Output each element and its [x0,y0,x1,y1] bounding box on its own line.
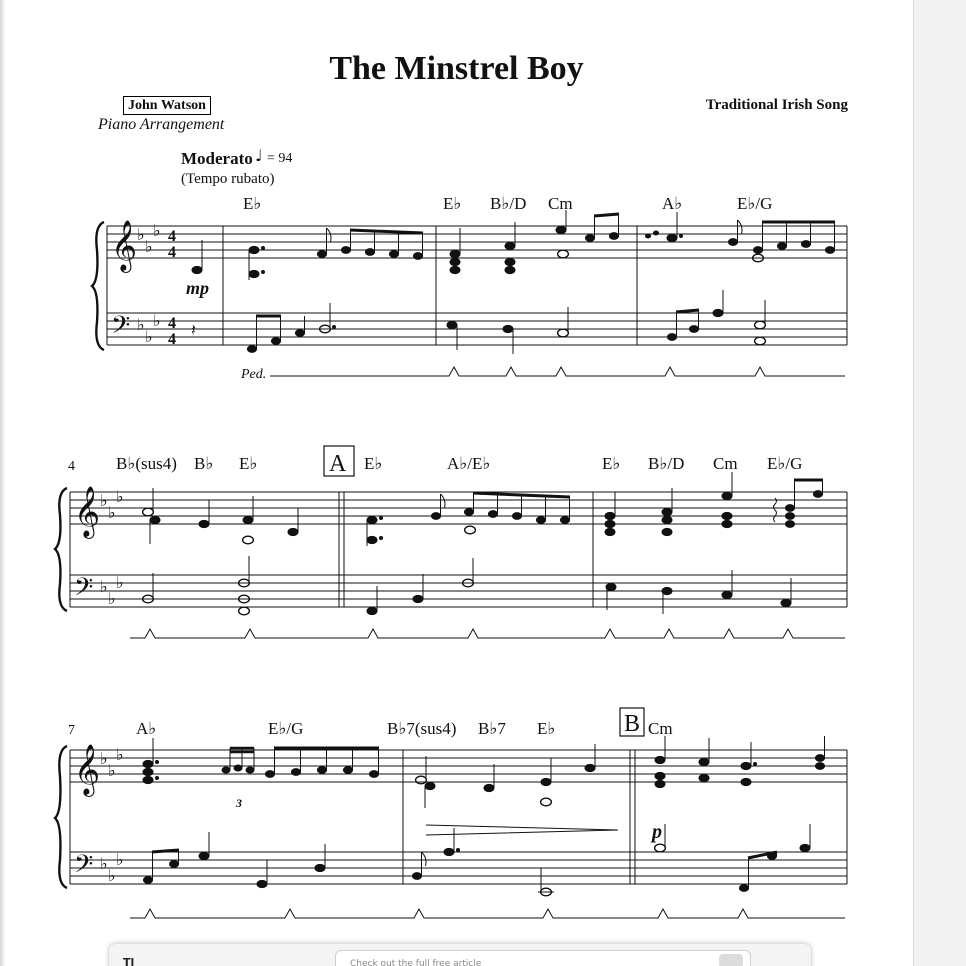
svg-text:♭: ♭ [100,751,108,768]
svg-text:♭: ♭ [145,239,153,256]
brace-icon [55,488,67,611]
treble-clef-icon: 𝄞 [74,745,101,794]
svg-text:♭: ♭ [108,591,116,608]
chord-symbols-1 [243,194,772,213]
svg-text:E♭: E♭ [239,454,258,473]
measure-number: 7 [68,723,75,738]
svg-text:4: 4 [168,331,176,348]
bass-clef-icon: 𝄢 [74,851,94,884]
score-title: The Minstrel Boy [329,50,584,87]
toolbar-field[interactable] [335,950,751,966]
svg-text:4: 4 [168,228,176,245]
svg-text:A♭: A♭ [136,719,157,738]
svg-text:♭: ♭ [153,313,161,330]
svg-text:Ped.: Ped. [241,367,267,382]
svg-text:E♭: E♭ [602,454,621,473]
svg-text:4: 4 [168,244,176,261]
treble-clef-icon: 𝄞 [111,221,138,270]
bass-clef-icon: 𝄢 [74,574,94,607]
viewer-toolbar [108,943,812,966]
svg-text:♭: ♭ [116,747,124,764]
brace-icon [55,746,67,888]
svg-text:B♭/D: B♭/D [648,454,685,473]
svg-text:♭: ♭ [108,868,116,885]
svg-text:B♭7(sus4): B♭7(sus4) [387,719,457,738]
toolbar-label: Tl [123,956,135,966]
svg-text:𝄽: 𝄽 [191,322,196,339]
brace-icon [92,222,104,350]
svg-text:E♭: E♭ [443,194,462,213]
svg-text:♭: ♭ [145,329,153,346]
tempo-rubato: (Tempo rubato) [181,171,275,187]
barlines-3 [70,750,847,884]
diminuendo-hairpin [426,825,618,835]
svg-text:♭: ♭ [100,856,108,873]
bass-staff-2 [70,575,847,607]
treble-staff-3 [70,750,847,782]
svg-text:E♭: E♭ [537,719,556,738]
bass-staff-3 [70,852,847,884]
svg-text:B♭7: B♭7 [478,719,506,738]
bass-notes-2 [143,556,791,615]
toolbar-field-text: Check out the full free article [350,959,482,966]
svg-text:♭: ♭ [108,505,116,522]
key-signature-1 [137,223,161,346]
treble-notes-2 [143,472,823,546]
svg-text:♭: ♭ [100,579,108,596]
pedal-line-3 [130,909,845,918]
bass-staff-1 [107,313,847,345]
rehearsal-mark-b-label: B [624,711,641,737]
pedal-line-2 [130,629,845,638]
svg-text:B♭/D: B♭/D [490,194,527,213]
system-2 [55,446,847,638]
svg-text:♭: ♭ [100,493,108,510]
svg-text:A♭/E♭: A♭/E♭ [447,454,491,473]
chord-symbols-2 [116,454,802,473]
svg-text:B♭: B♭ [194,454,214,473]
pedal-line-1 [240,367,845,382]
barlines-2 [70,492,847,607]
svg-text:E♭: E♭ [364,454,383,473]
treble-clef-icon: 𝄞 [74,487,101,536]
svg-text:Cm: Cm [648,719,673,738]
svg-text:E♭/G: E♭/G [767,454,803,473]
svg-text:4: 4 [168,315,176,332]
quarter-note-icon: ♩ [255,146,263,165]
svg-text:B♭(sus4): B♭(sus4) [116,454,177,473]
dynamic-mp: mp [186,278,210,298]
bass-notes-1 [191,290,765,354]
key-signature-3 [100,747,124,885]
svg-text:♭: ♭ [137,317,145,334]
treble-notes-3 [143,736,825,810]
system-3 [55,708,847,918]
chord-symbols-3 [136,719,673,738]
svg-text:E♭/G: E♭/G [737,194,773,213]
arrangement-subtitle: Piano Arrangement [98,116,225,133]
tempo-bpm: = 94 [267,151,293,166]
system-1 [92,194,847,382]
tempo-marking: Moderato [181,149,253,168]
arranger-name: John Watson [123,96,211,115]
svg-text:Cm: Cm [548,194,573,213]
svg-text:♭: ♭ [108,763,116,780]
svg-text:♭: ♭ [153,223,161,240]
time-signature-1 [168,228,176,348]
svg-text:3: 3 [236,796,242,810]
dynamic-p: p [652,821,662,843]
svg-text:E♭: E♭ [243,194,262,213]
svg-text:♭: ♭ [137,227,145,244]
composer-credit: Traditional Irish Song [705,97,848,113]
scrollbar-track[interactable] [913,0,966,966]
svg-text:A♭: A♭ [662,194,683,213]
toolbar-button[interactable] [719,954,743,966]
svg-text:E♭/G: E♭/G [268,719,304,738]
measure-number: 4 [68,459,75,474]
treble-notes-1 [192,210,835,280]
svg-text:Cm: Cm [713,454,738,473]
svg-text:♭: ♭ [116,852,124,869]
svg-text:♭: ♭ [116,575,124,592]
svg-text:♭: ♭ [116,489,124,506]
bass-clef-icon: 𝄢 [111,312,131,345]
key-signature-2 [100,489,124,608]
rehearsal-mark-a-label: A [329,451,347,477]
